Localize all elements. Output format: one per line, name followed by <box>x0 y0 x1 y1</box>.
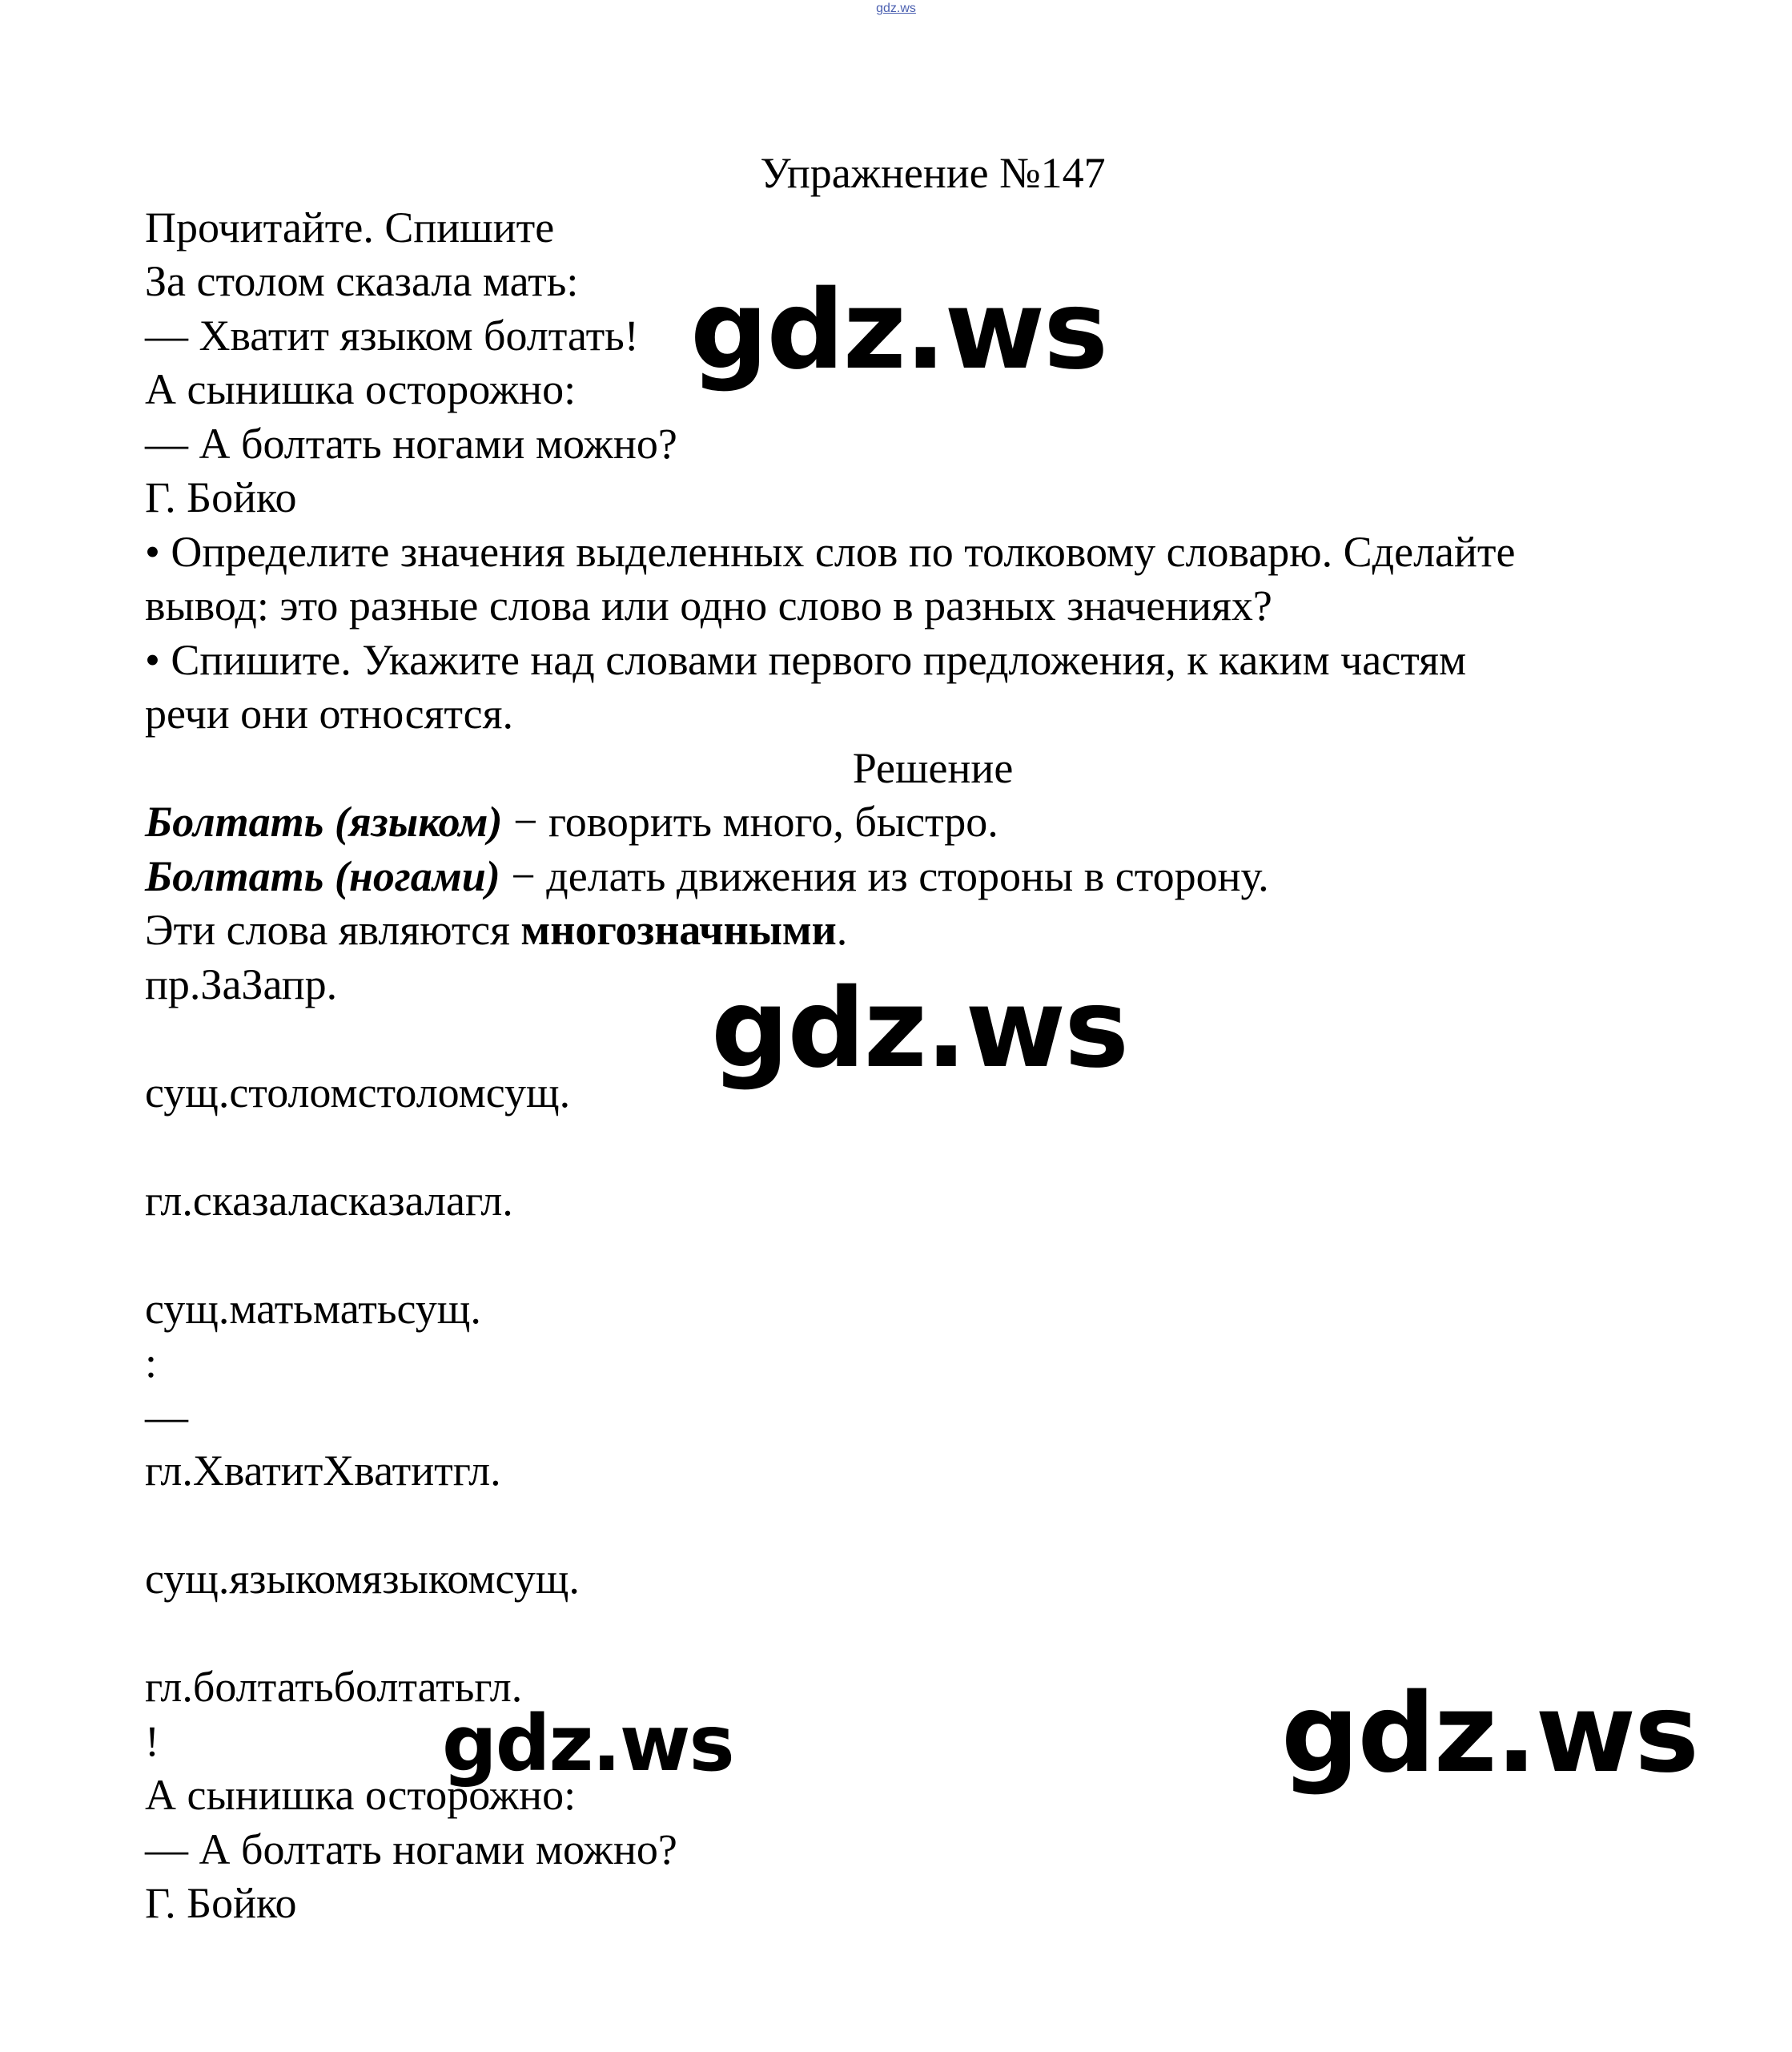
parsed-word: сущ.столомстоломсущ. <box>145 1068 571 1117</box>
poem-author: Г. Бойко <box>145 1879 297 1927</box>
conclusion-keyword: многозначными <box>520 906 837 954</box>
site-mark[interactable]: gdz.ws <box>876 2 916 15</box>
definition-text: − делать движения из стороны в сторону. <box>500 852 1269 900</box>
definition-1 <box>145 795 998 848</box>
conclusion-suffix: . <box>836 906 848 954</box>
task-question: речи они относятся. <box>145 690 513 738</box>
parsed-word: гл.болтатьболтатьгл. <box>145 1663 523 1711</box>
parsed-punctuation: — <box>145 1393 188 1441</box>
task-question: • Определите значения выделенных слов по толковому словарю. Сделайте <box>145 528 1516 576</box>
solution-heading: Решение <box>852 744 1014 792</box>
definition-term: Болтать (ногами) <box>145 852 500 900</box>
poem-line: — А болтать ногами можно? <box>145 1825 677 1873</box>
poem-line: А сынишка осторожно: <box>145 1771 577 1819</box>
watermark: gdz.ws <box>711 966 1128 1092</box>
parsed-word: пр.ЗаЗапр. <box>145 960 338 1008</box>
definition-text: − говорить много, быстро. <box>502 798 998 846</box>
exercise-title: Упражнение №147 <box>760 149 1106 197</box>
parsed-word: гл.ХватитХватитгл. <box>145 1446 501 1495</box>
conclusion <box>145 903 847 956</box>
poem-author: Г. Бойко <box>145 473 297 521</box>
poem-line: — А болтать ногами можно? <box>145 420 677 468</box>
task-instruction: Прочитайте. Спишите <box>145 203 555 251</box>
poem-line: А сынишка осторожно: <box>145 365 577 413</box>
poem-line: За столом сказала мать: <box>145 257 579 305</box>
task-question: вывод: это разные слова или одно слово в разных значениях? <box>145 581 1272 630</box>
task-question: • Спишите. Укажите над словами первого предложения, к каким частям <box>145 636 1467 684</box>
parsed-punctuation: ! <box>145 1717 159 1765</box>
definition-2 <box>145 850 1269 903</box>
parsed-word: сущ.матьматьсущ. <box>145 1285 481 1333</box>
watermark: gdz.ws <box>1281 1671 1698 1797</box>
watermark: gdz.ws <box>690 268 1107 394</box>
watermark: gdz.ws <box>442 1699 733 1788</box>
poem-line: — Хватит языком болтать! <box>145 312 639 360</box>
parsed-word: сущ.языкомязыкомсущ. <box>145 1555 580 1603</box>
conclusion-prefix: Эти слова являются <box>145 906 521 954</box>
definition-term: Болтать (языком) <box>145 798 503 846</box>
parsed-punctuation: : <box>145 1338 158 1386</box>
parsed-word: гл.сказаласказалагл. <box>145 1177 513 1225</box>
